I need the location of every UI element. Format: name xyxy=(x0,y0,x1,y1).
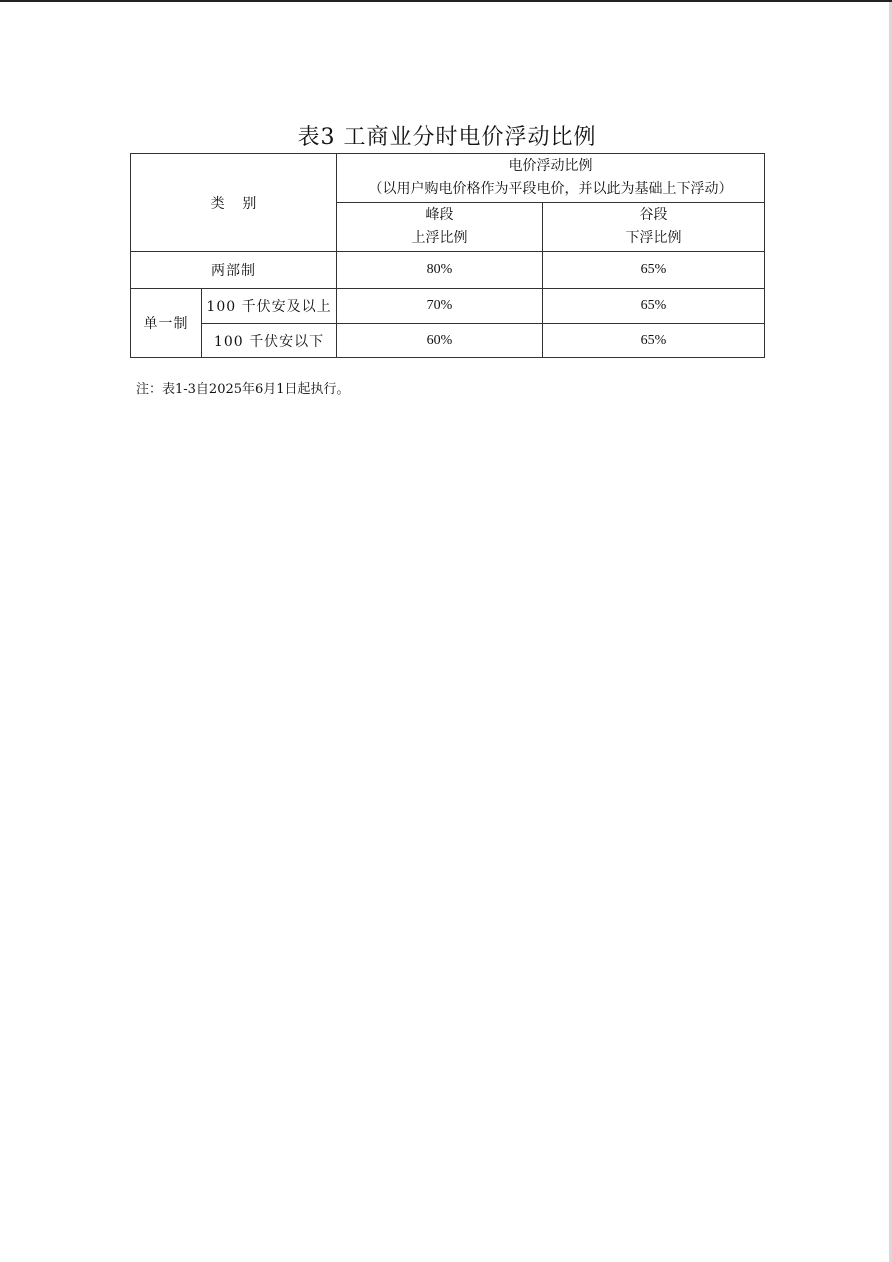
header-category: 类 别 xyxy=(210,195,257,212)
table-row xyxy=(131,289,765,324)
header-valley-line1: 谷段 xyxy=(639,207,668,223)
table-note: 注：表1-3自2025年6月1日起执行。 xyxy=(136,382,350,397)
row-category-single: 单一制 xyxy=(131,289,202,358)
row-peak-value: 60% xyxy=(337,324,543,358)
header-valley-cell xyxy=(543,203,765,252)
row-valley-value: 65% xyxy=(543,252,765,289)
row-subcategory: 100 千伏安及以上 xyxy=(202,289,337,324)
row-subcategory: 100 千伏安以下 xyxy=(202,324,337,358)
price-ratio-table xyxy=(130,153,765,358)
row-peak-value: 70% xyxy=(337,289,543,324)
header-peak-line1: 峰段 xyxy=(425,207,454,223)
row-valley-value: 65% xyxy=(543,289,765,324)
row-valley-value: 65% xyxy=(543,324,765,358)
table-header-row-1 xyxy=(131,154,765,203)
header-valley-line2: 下浮比例 xyxy=(625,230,682,246)
header-peak-line2: 上浮比例 xyxy=(411,230,468,246)
table-title: 表3 工商业分时电价浮动比例 xyxy=(297,125,597,150)
header-ratio-subtitle: （以用户购电价格作为平段电价，并以此为基础上下浮动） xyxy=(368,181,733,197)
table-row xyxy=(131,252,765,289)
header-ratio-title: 电价浮动比例 xyxy=(508,158,593,174)
row-category-two-part: 两部制 xyxy=(131,252,337,289)
header-ratio-cell xyxy=(337,154,765,203)
header-peak-cell xyxy=(337,203,543,252)
header-category-cell xyxy=(131,154,337,252)
row-peak-value: 80% xyxy=(337,252,543,289)
table-row xyxy=(131,324,765,358)
